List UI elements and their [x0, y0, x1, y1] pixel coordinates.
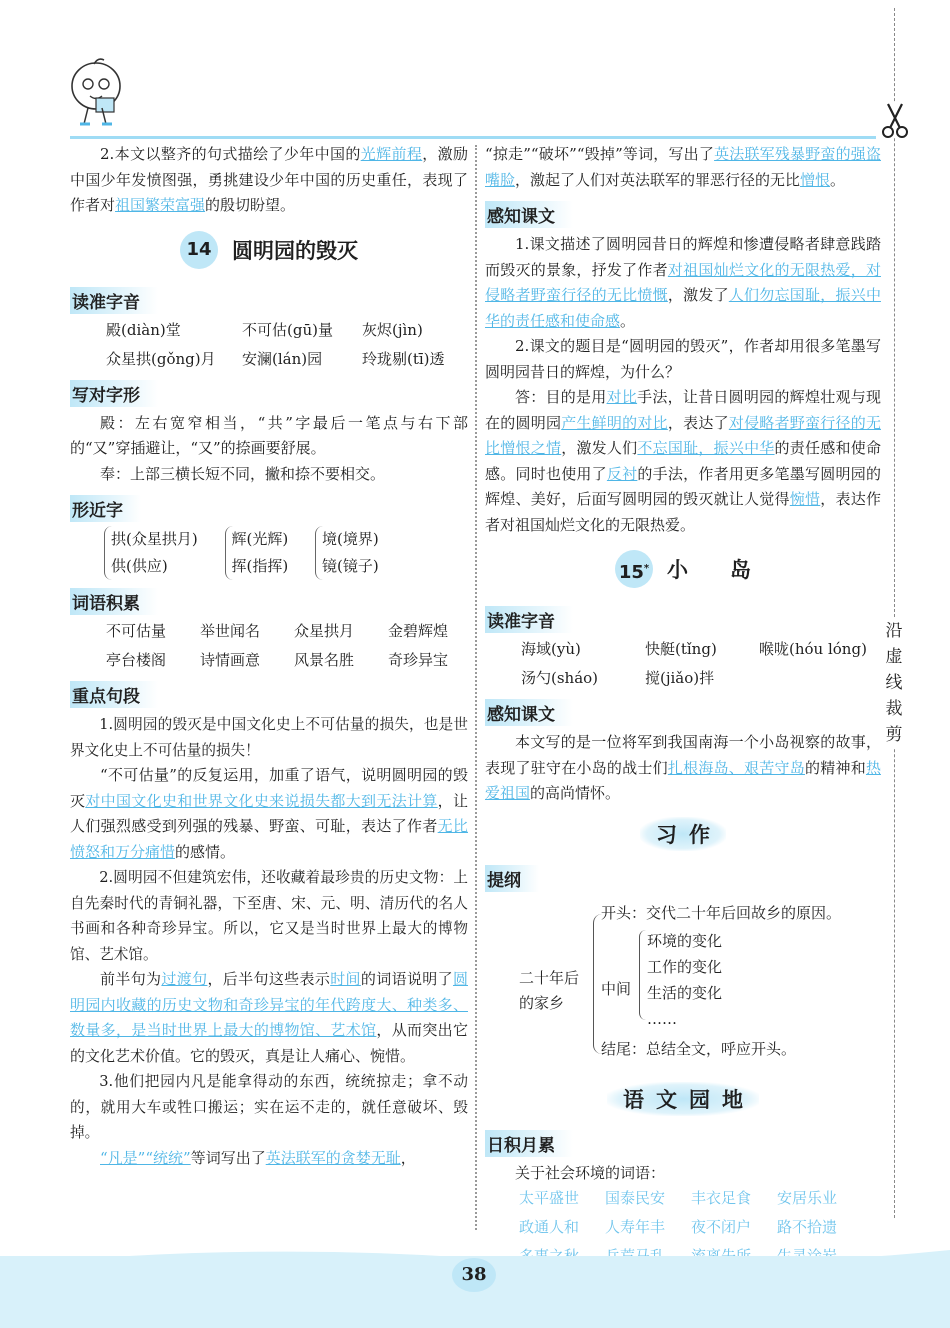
list-item: 风景名胜: [294, 651, 355, 669]
outline-brace: [639, 930, 646, 1020]
write-note: 奉：上部三横长短不同，撇和捺不要相交。: [100, 464, 386, 483]
char-pair: 辉(光辉) 挥(指挥): [225, 526, 289, 580]
list-item: 丰衣足食: [691, 1189, 752, 1207]
list-item: 安澜(lán)园: [242, 349, 323, 368]
list-item: 殿(diàn)堂: [106, 320, 181, 339]
column-divider: [475, 145, 477, 1230]
list-item: 路不拾遗: [777, 1218, 838, 1236]
left-column: [70, 142, 468, 1171]
section-heading: 感知课文: [485, 699, 573, 726]
list-item: 安居乐业: [777, 1189, 838, 1207]
section-heading: 重点句段: [70, 681, 158, 708]
pronunciation-list: [485, 637, 881, 691]
list-item: 喉咙(hóu lóng): [759, 640, 867, 658]
section-heading: 读准字音: [70, 287, 158, 314]
key-sentence: 2.圆明园不但建筑宏伟，还收藏着最珍贵的历史文物：上自先秦时代的青铜礼器，下至唐、宋、元、明、清历代的名人书画和各种奇珍异宝。所以，它又是当时世界上最大的博物馆、艺术馆。: [70, 869, 468, 963]
intro-paragraph: 2.本文以整齐的句式描绘了少年中国的光辉前程，激励中国少年发愤图强，勇挑建设少年中国的历史重任，表现了作者对祖国繁荣富强的殷切盼望。: [70, 145, 468, 214]
page-number: 38: [452, 1258, 496, 1292]
section-heading: 词语积累: [70, 588, 158, 615]
key-note: “凡是”“统统”等词写出了英法联军的贪婪无耻，: [100, 1148, 416, 1167]
section-heading: 提纲: [485, 865, 539, 892]
list-item: 海域(yù): [521, 640, 581, 658]
section-heading: 形近字: [70, 495, 141, 522]
section-heading: 写对字形: [70, 380, 158, 407]
vocab-list: [70, 619, 468, 673]
char-pair: 境(境界) 镜(镜子): [315, 526, 379, 580]
garden-badge: 语文园地: [485, 1082, 881, 1116]
essay-badge: 习作: [485, 817, 881, 851]
list-item: 不可估(gū)量: [242, 320, 333, 339]
similar-chars: [70, 526, 468, 580]
feel-paragraph: 1.课文描述了圆明园昔日的辉煌和惨遭侵略者肆意践踏而毁灭的景象，抒发了作者对祖国灿烂文化的无限热爱，对侵略者野蛮行径的无比愤慨，激发了人们勿忘国耻，振兴中华的责任感和使命感。: [485, 235, 881, 330]
mascot-icon: [66, 58, 130, 128]
continued-paragraph: “掠走”“破坏”“毁掉”等词，写出了英法联军残暴野蛮的强盗嘴脸，激起了人们对英法联军的罪恶行径的无比憎恨。: [485, 145, 881, 189]
outline-middle-items: 环境的变化 工作的变化 生活的变化 ……: [647, 931, 723, 1028]
list-item: 太平盛世: [519, 1189, 580, 1207]
section-heading: 感知课文: [485, 201, 573, 228]
list-item: 众星拱(gǒng)月: [106, 349, 216, 368]
outline-end: 结尾：总结全文，呼应开头。: [601, 1039, 797, 1058]
list-item: 不可估量: [106, 622, 167, 640]
list-item: 众星拱月: [294, 622, 355, 640]
outline-start: 开头：交代二十年后回故乡的原因。: [601, 903, 842, 922]
outline-root: 二十年后 的家乡: [519, 968, 580, 1012]
feel-question: 2.课文的题目是“圆明园的毁灭”，作者却用很多笔墨写圆明园昔日的辉煌，为什么？: [485, 337, 881, 381]
cut-dashed-line: [894, 8, 895, 1218]
feel-paragraph: 本文写的是一位将军到我国南海一个小岛视察的故事，表现了驻守在小岛的战士们扎根海岛、艰苦守岛的精神和热爱祖国的高尚情怀。: [485, 733, 881, 802]
key-sentence: 3.他们把园内凡是能拿得动的东西，统统掠走；拿不动的，就用大车或牲口搬运；实在运不走的，就任意破坏、毁掉。: [70, 1073, 468, 1141]
section-heading: 日积月累: [485, 1130, 573, 1157]
feel-answer: 答：目的是用对比手法，让昔日圆明园的辉煌壮观与现在的圆明园产生鲜明的对比，表达了对侵略者野蛮行径的无比憎恨之情，激发人们不忘国耻，振兴中华的责任感和使命感。同时也使用了反衬的手法，作者用更多笔墨写圆明园的辉煌、美好，后面写圆明园的毁灭就让人觉得惋惜，表达作者对祖国灿烂文化的无限热爱。: [485, 388, 881, 534]
write-note: 殿：左右宽窄相当，“共”字最后一笔点与右下部的“又”穿插避让，“又”的捺画要舒展。: [70, 413, 468, 457]
list-item: 玲珑剔(tī)透: [362, 349, 445, 368]
accum-intro: 关于社会环境的词语：: [515, 1163, 666, 1182]
list-item: 金碧辉煌: [388, 622, 449, 640]
scissors-icon: [880, 102, 910, 138]
list-item: 亭台楼阁: [106, 651, 167, 669]
section-heading: 读准字音: [485, 606, 573, 633]
list-item: 汤勺(sháo): [521, 669, 599, 687]
list-item: 快艇(tǐng): [645, 640, 717, 658]
lesson-15-title: 15* 小 岛: [485, 550, 881, 588]
char-pair: 拱(众星拱月) 供(供应): [104, 526, 198, 580]
key-note: 前半句为过渡句，后半句这些表示时间的词语说明了圆明园内收藏的历史文物和奇珍异宝的年代跨度大、种类多、数量多，是当时世界上最大的博物馆、艺术馆，从而突出它的文化艺术价值。它的毁灭，真是让人痛心、惋惜。: [70, 970, 468, 1065]
list-item: 灰烬(jìn): [362, 320, 423, 339]
right-column: [485, 142, 881, 1298]
list-item: 夜不闭户: [691, 1218, 752, 1236]
list-item: 政通人和: [519, 1218, 580, 1236]
list-item: 人寿年丰: [605, 1218, 666, 1236]
key-sentence: 1.圆明园的毁灭是中国文化史上不可估量的损失，也是世界文化史上不可估量的损失！: [70, 716, 468, 759]
outline-middle: 中间: [601, 979, 632, 998]
outline-diagram: [485, 902, 881, 1072]
list-item: 奇珍异宝: [388, 651, 449, 669]
key-note: “不可估量”的反复运用，加重了语气，说明圆明园的毁灭对中国文化史和世界文化史来说损失都大到无法计算，让人们强烈感受到列强的残暴、野蛮、可耻，表达了作者无比愤怒和万分痛惜的感情。: [70, 766, 468, 861]
lesson-14-title: 14 圆明园的毁灭: [70, 231, 468, 269]
list-item: 诗情画意: [200, 651, 261, 669]
top-rule: [70, 136, 876, 139]
list-item: 举世闻名: [200, 622, 261, 640]
list-item: 搅(jiǎo)拌: [645, 669, 715, 687]
cut-label: 沿 虚 线 裁 剪: [883, 618, 905, 748]
list-item: 国泰民安: [605, 1189, 666, 1207]
pronunciation-list: [70, 318, 468, 372]
